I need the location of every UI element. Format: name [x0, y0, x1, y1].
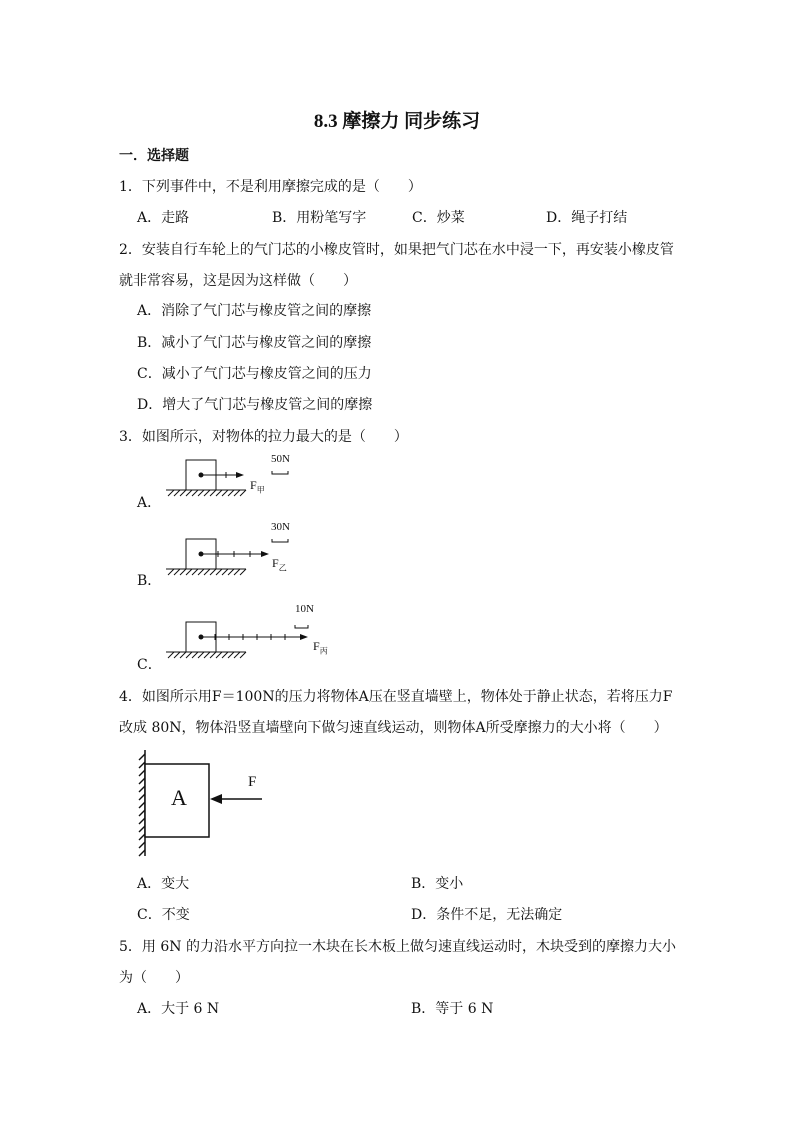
question-4-option-c: C．不变	[137, 907, 190, 923]
question-3-figure-b-label: B．	[137, 573, 162, 589]
question-1-option-b: B．用粉笔写字	[272, 210, 367, 226]
force-arrowhead	[261, 551, 269, 557]
question-3-figure-a-label: A．	[137, 495, 162, 511]
wall-hatching	[139, 754, 145, 856]
question-4-option-a: A．变大	[137, 876, 190, 892]
question-1-option-d: D．绳子打结	[546, 210, 628, 226]
scale-bracket	[272, 539, 288, 542]
force-f-label: F	[248, 774, 257, 790]
question-4-stem-line1: 4．如图所示用F＝100N的压力将物体A压在竖直墙壁上，物体处于静止状态，若将压力F	[119, 689, 673, 705]
force-f-arrowhead	[210, 794, 222, 804]
force-arrowhead	[236, 472, 244, 478]
figure-c-scale-label: 10N	[295, 603, 314, 615]
question-4-stem-line2: 改成 80N，物体沿竖直墙壁向下做匀速直线运动，则物体A所受摩擦力的大小将（ ）	[119, 720, 668, 736]
scale-bracket	[272, 471, 288, 474]
figure-c-diagram	[160, 612, 330, 662]
section-heading: 一．选择题	[119, 148, 189, 164]
block-a-label: A	[171, 785, 187, 810]
figure-b-scale-label: 30N	[271, 521, 290, 533]
figure-b-force-label	[272, 556, 287, 573]
question-2-option-a: A．消除了气门芯与橡皮管之间的摩擦	[137, 303, 372, 319]
force-symbol: F	[272, 556, 279, 570]
force-subscript: 甲	[256, 485, 265, 495]
page-title: 8.3 摩擦力 同步练习	[313, 111, 481, 132]
ground-hatching	[166, 569, 246, 575]
figure-c-force-label	[313, 639, 328, 656]
question-1-stem: 1．下列事件中，不是利用摩擦完成的是（ ）	[119, 179, 422, 195]
scale-bracket	[295, 625, 308, 628]
force-symbol: F	[250, 478, 257, 492]
force-symbol: F	[313, 639, 320, 653]
question-1-option-c: C．炒菜	[412, 210, 465, 226]
figure-a-force-label	[250, 478, 265, 495]
question-2-option-c: C．减小了气门芯与橡皮管之间的压力	[137, 366, 372, 382]
wall-block-diagram	[135, 748, 275, 860]
force-subscript: 丙	[319, 646, 328, 656]
question-3-figure-c-label: C．	[137, 657, 162, 673]
question-5-stem-line2: 为（ ）	[119, 970, 189, 986]
question-2-stem-line2: 就非常容易，这是因为这样做（ ）	[119, 273, 357, 289]
question-5-option-b: B．等于 6 N	[411, 1001, 494, 1017]
question-3-stem: 3．如图所示，对物体的拉力最大的是（ ）	[119, 429, 408, 445]
question-1-option-a: A．走路	[137, 210, 190, 226]
question-5-option-a: A．大于 6 N	[137, 1001, 220, 1017]
question-5-stem-line1: 5．用 6N 的力沿水平方向拉一木块在长木板上做匀速直线运动时，木块受到的摩擦力大小	[119, 939, 676, 955]
force-subscript: 乙	[278, 563, 287, 573]
question-2-stem-line1: 2．安装自行车轮上的气门芯的小橡皮管时，如果把气门芯在水中浸一下，再安装小橡皮管	[119, 242, 674, 258]
question-2-option-b: B．减小了气门芯与橡皮管之间的摩擦	[137, 335, 372, 351]
ground-hatching	[166, 652, 246, 658]
figure-a-scale-label: 50N	[271, 453, 290, 465]
force-arrowhead	[300, 634, 308, 640]
ground-hatching	[166, 490, 246, 496]
question-4-option-b: B．变小	[411, 876, 464, 892]
question-4-option-d: D．条件不足，无法确定	[411, 907, 563, 923]
question-2-option-d: D．增大了气门芯与橡皮管之间的摩擦	[137, 397, 373, 413]
